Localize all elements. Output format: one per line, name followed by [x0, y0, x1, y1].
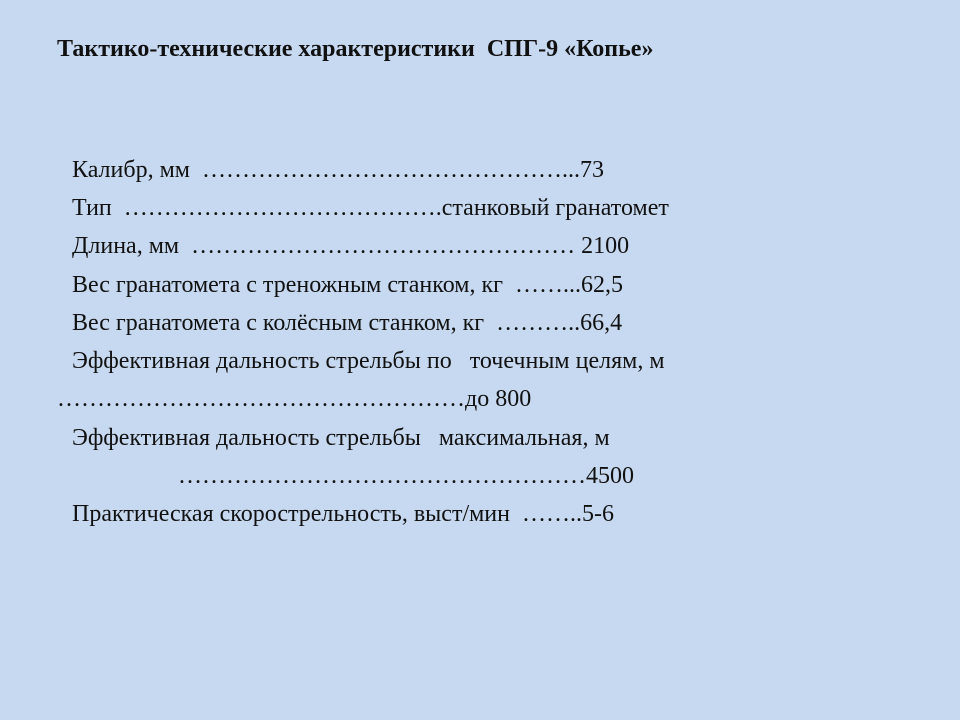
slide-title: Тактико-технические характеристики СПГ-9 «Копье» — [57, 36, 654, 62]
spec-rate-of-fire: Практическая скорострельность, выст/мин ……..5-6 — [72, 501, 614, 527]
spec-range-point-label: Эффективная дальность стрельбы по точечным целям, м — [72, 348, 665, 374]
spec-length: Длина, мм ………………………………………… 2100 — [72, 233, 630, 259]
spec-caliber: Калибр, мм ………………………………………...73 — [72, 157, 604, 183]
spec-range-point-value: ……………………………………………до 800 — [57, 386, 532, 412]
spec-weight-tripod: Вес гранатомета с треножным станком, кг ……...62,5 — [72, 272, 623, 298]
spec-range-max-label: Эффективная дальность стрельбы максимальная, м — [72, 425, 610, 451]
spec-type: Тип ………………………………….станковый гранатомет — [72, 195, 669, 221]
spec-range-max-value: ……………………………………………4500 — [178, 463, 634, 489]
spec-weight-wheeled: Вес гранатомета с колёсным станком, кг ………..66,4 — [72, 310, 623, 336]
